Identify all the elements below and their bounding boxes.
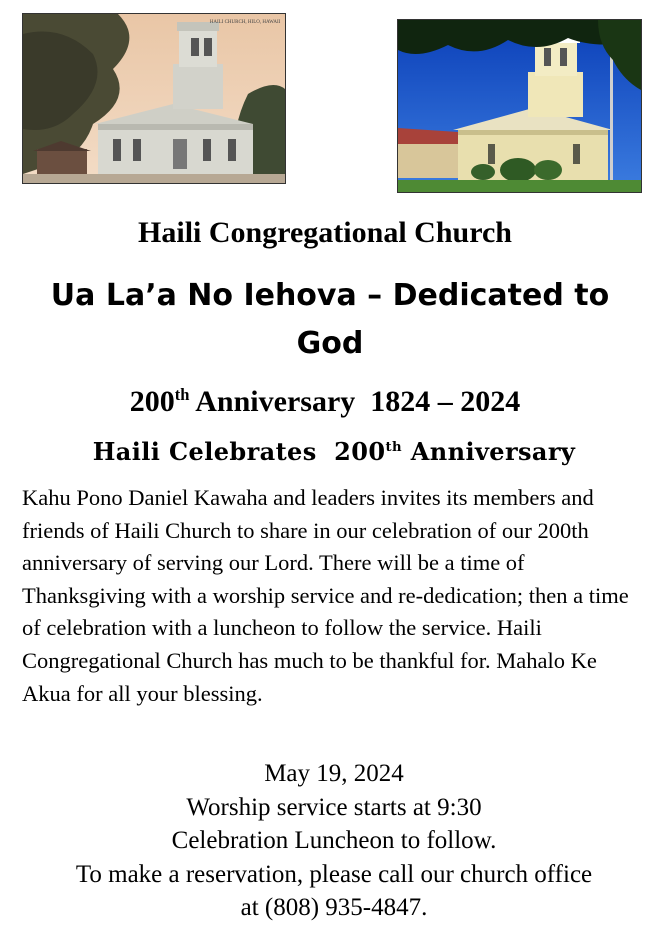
celebrates-number: 200: [334, 437, 386, 466]
event-date: May 19, 2024: [264, 760, 404, 787]
celebrates-prefix: Haili Celebrates: [92, 437, 317, 466]
event-luncheon: Celebration Luncheon to follow.: [171, 827, 497, 854]
celebrates-heading: [0, 437, 650, 466]
modern-church-photo: [397, 19, 642, 193]
vintage-church-photo: [22, 13, 286, 184]
event-reservation: To make a reservation, please call our church office: [75, 860, 593, 888]
anniversary-word: Anniversary: [195, 385, 356, 418]
vintage-photo-caption: HAILI CHURCH, HILO, HAWAII: [209, 20, 281, 25]
invitation-paragraph: Kahu Pono Daniel Kawaha and leaders invites its members and friends of Haili Church to share in our celebration of our 200th anniversary of serving our Lord. There will be a time of Thanksgiving with a worship service and re-dedication; then a time of celebration with a luncheon to follow the service. Haili Congregational Church has much to be thankful for. Mahalo Ke Akua for all your blessing.: [22, 485, 629, 706]
anniversary-suffix: th: [174, 385, 190, 404]
celebrates-word: Anniversary: [410, 437, 576, 466]
celebrates-suffix: th: [385, 440, 402, 455]
motto-heading: Ua La’a No Iehova – Dedicated to God: [50, 278, 610, 361]
anniversary-heading: [0, 385, 650, 419]
event-phone: at (808) 935-4847.: [240, 894, 428, 921]
anniversary-years: 1824 – 2024: [370, 385, 521, 418]
vintage-church-illustration: [23, 14, 285, 183]
modern-church-illustration: [398, 20, 641, 192]
church-name-heading: Haili Congregational Church: [138, 216, 512, 249]
event-worship-time: Worship service starts at 9:30: [186, 793, 482, 821]
event-details: [0, 757, 650, 925]
anniversary-number: 200: [129, 385, 175, 418]
